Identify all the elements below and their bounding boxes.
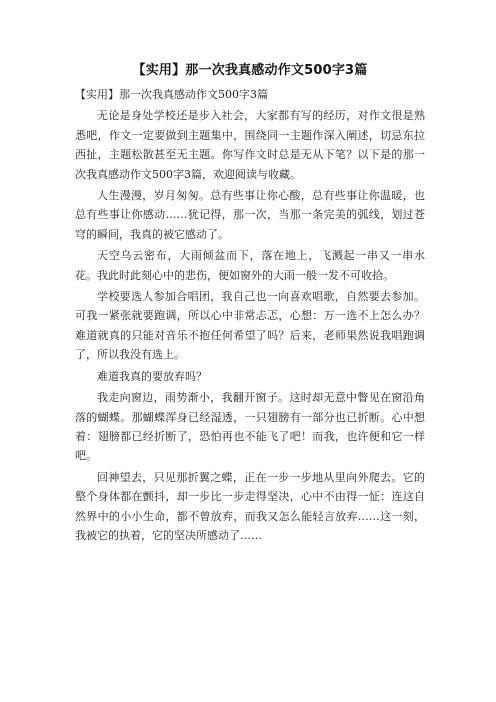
paragraph-intro: 无论是身处学校还是步入社会，大家都有写的经历，对作文很是熟悉吧，作文一定要做到主题集中，围绕同一主题作深入阐述，切忌东拉西扯，主题松散甚至无主题。你写作文时总是无从下笔？以下是的那一次我真感动作文500字3篇，欢迎阅读与收藏。 (75, 109, 425, 181)
paragraph-5: 难道我真的要放弃吗？ (97, 369, 207, 383)
document-subtitle: 【实用】那一次我真感动作文500字3篇 (75, 88, 268, 101)
paragraph-6: 我走向窗边，雨势渐小，我翻开窗子。这时却无意中瞥见在窗沿角落的蝴蝶。那蝴蝶浑身已经湿透，一只翅膀有一部分也已折断。心中想着：翅膀都已经折断了，恐怕再也不能飞了吧！而我，也许便和它一样吧。 (75, 391, 425, 463)
document-title: 【实用】那一次我真感动作文500字3篇 (132, 63, 368, 78)
paragraph-4: 学校要选人参加合唱团，我自己也一向喜欢唱歌，自然要去参加。可我一紧张就要跑调，所以心中非常忐忑，心想：万一选不上怎么办？难道就真的只能对音乐不抱任何希望了吗？后来，老师果然说我唱跑调了，所以我没有选上。 (75, 290, 425, 362)
paragraph-7: 回神望去，只见那折翼之蝶，正在一步一步地从里向外爬去。它的整个身体都在颤抖，却一步比一步走得坚决，心中不由得一怔：连这自然界中的小小生命，都不曾放弃，而我又怎么能轻言放弃……这一刻，我被它的执着，它的坚决所感动了…… (75, 470, 425, 542)
paragraph-3: 天空乌云密布，大雨倾盆而下，落在地上，飞溅起一串又一串水花。我此时此刻心中的悲伤，便如窗外的大雨一般一发不可收拾。 (75, 249, 425, 282)
document-page (75, 62, 425, 545)
paragraph-2: 人生漫漫，岁月匆匆。总有些事让你心酸，总有些事让你温暖，也总有些事让你感动……犹记得，那一次，当那一条完美的弧线，划过苍穹的瞬间，我真的被它感动了。 (75, 189, 425, 241)
